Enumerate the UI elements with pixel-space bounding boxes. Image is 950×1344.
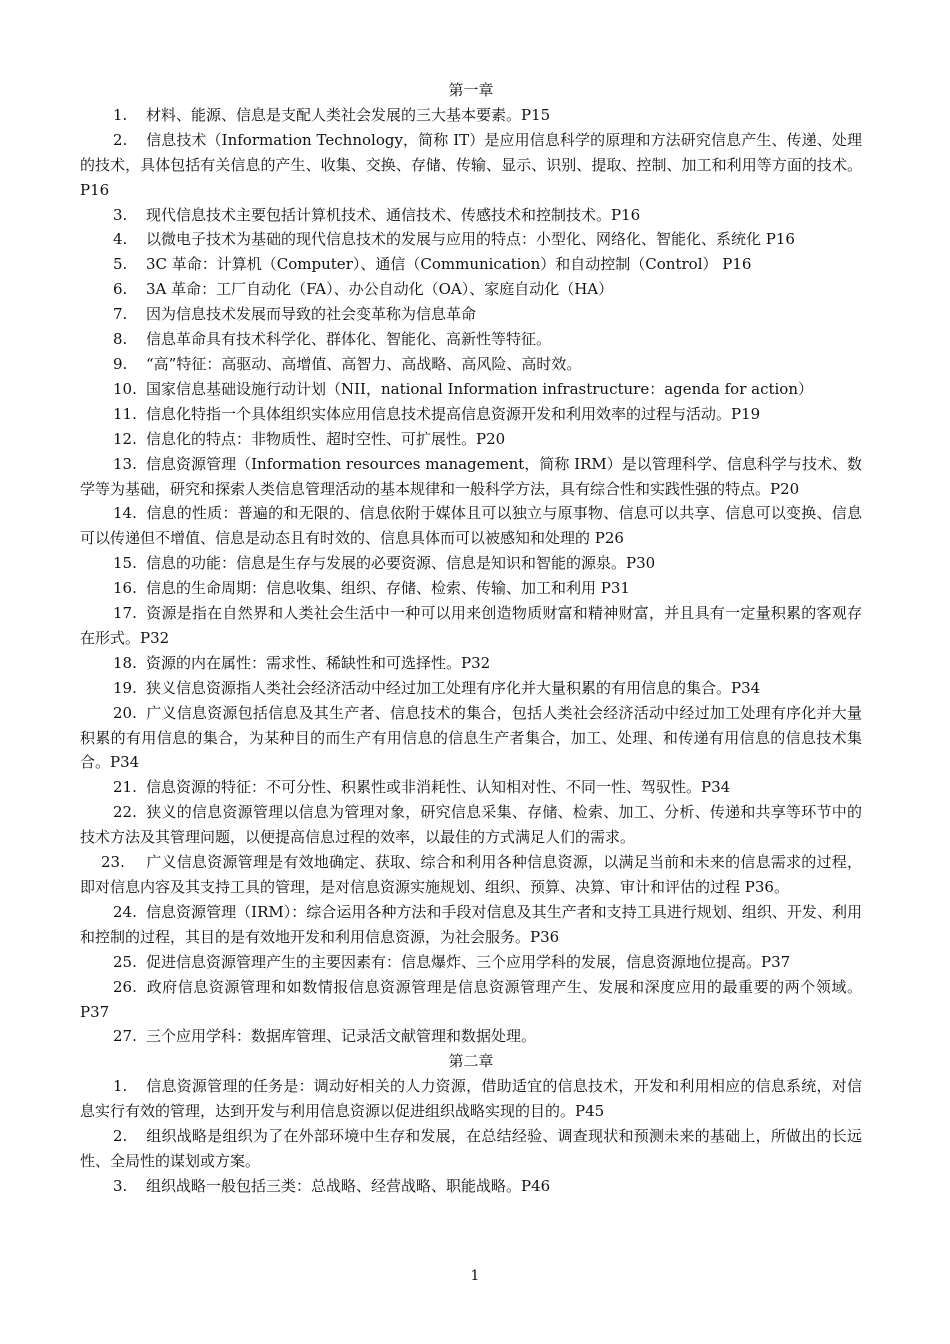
item-number: 21. [113, 778, 137, 797]
item-number: 26. [113, 977, 137, 996]
list-item [80, 327, 862, 352]
item-number: 12. [113, 429, 137, 448]
list-item [80, 103, 862, 128]
item-number: 24. [113, 902, 137, 921]
item-text: 信息化特指一个具体组织实体应用信息技术提高信息资源开发和利用效率的过程与活动。P19 [146, 404, 761, 423]
item-number: 25. [113, 952, 137, 971]
list-item [80, 402, 862, 427]
list-item [80, 551, 862, 576]
item-text: 信息资源管理的任务是：调动好相关的人力资源，借助适宜的信息技术，开发和利用相应的信息系统，对信息实行有效的管理，达到开发与利用信息资源以促进组织战略实现的目的。P45 [80, 1077, 862, 1121]
list-item [80, 352, 862, 377]
item-text: 信息的功能：信息是生存与发展的必要资源、信息是知识和智能的源泉。P30 [146, 554, 656, 573]
list-item [80, 900, 862, 950]
item-number: 18. [113, 653, 137, 672]
item-text: 信息革命具有技术科学化、群体化、智能化、高新性等特征。 [146, 330, 552, 349]
item-number: 3. [113, 1176, 128, 1195]
list-item [80, 651, 862, 676]
item-number: 16. [113, 579, 137, 598]
list-item [80, 128, 862, 203]
list-item [80, 252, 862, 277]
list-item [80, 576, 862, 601]
chapter-two-items [80, 1074, 862, 1199]
item-text: 组织战略一般包括三类：总战略、经营战略、职能战略。P46 [146, 1176, 551, 1195]
list-item [80, 800, 862, 850]
item-text: 材料、能源、信息是支配人类社会发展的三大基本要素。P15 [146, 105, 551, 124]
item-number: 22. [113, 803, 137, 822]
chapter-title: 第二章 [448, 1052, 494, 1071]
item-text: 因为信息技术发展而导致的社会变革称为信息革命 [146, 305, 477, 324]
item-number: 23. [101, 853, 125, 872]
item-text: 三个应用学科：数据库管理、记录活文献管理和数据处理。 [146, 1027, 537, 1046]
item-text: 信息资源的特征：不可分性、积累性或非消耗性、认知相对性、不同一性、驾驭性。P34 [146, 778, 731, 797]
item-number: 17. [113, 604, 137, 623]
item-number: 6. [113, 280, 128, 299]
list-item [80, 701, 862, 776]
item-text: 信息资源管理（IRM）：综合运用各种方法和手段对信息及其生产者和支持工具进行规划、组织、开发、利用和控制的过程，其目的是有效地开发和利用信息资源，为社会服务。P36 [80, 902, 862, 946]
item-number: 5. [113, 255, 128, 274]
list-item [80, 1174, 862, 1199]
item-number: 2. [113, 130, 128, 149]
item-number: 9. [113, 354, 128, 373]
list-item [80, 452, 862, 502]
item-number: 2. [113, 1127, 128, 1146]
list-item [80, 277, 862, 302]
item-text: 国家信息基础设施行动计划（NII，national Information infrastructure：agenda for action） [146, 379, 813, 398]
item-number: 20. [113, 703, 137, 722]
item-number: 19. [113, 678, 137, 697]
item-text: 狭义的信息资源管理以信息为管理对象，研究信息采集、存储、检索、加工、分析、传递和共享等环节中的技术方法及其管理问题，以便提高信息过程的效率，以最佳的方式满足人们的需求。 [80, 803, 862, 847]
item-text: 政府信息资源管理和如数情报信息资源管理是信息资源管理产生、发展和深度应用的最重要的两个领域。P37 [80, 977, 862, 1021]
list-item [80, 676, 862, 701]
list-item [80, 1124, 862, 1174]
item-text: “高”特征：高驱动、高增值、高智力、高战略、高风险、高时效。 [146, 354, 582, 373]
list-item [80, 1074, 862, 1124]
item-text: 资源的内在属性：需求性、稀缺性和可选择性。P32 [146, 653, 491, 672]
chapter-title: 第一章 [448, 81, 494, 99]
list-item [80, 501, 862, 551]
item-text: 以微电子技术为基础的现代信息技术的发展与应用的特点：小型化、网络化、智能化、系统化 P16 [146, 230, 795, 249]
item-text: 信息的性质：普遍的和无限的、信息依附于媒体且可以独立与原事物、信息可以共享、信息可以变换、信息可以传递但不增值、信息是动态且有时效的、信息具体而可以被感知和处理的 P26 [80, 504, 862, 548]
item-text: 信息化的特点：非物质性、超时空性、可扩展性。P20 [146, 429, 506, 448]
chapter-one-items [80, 103, 862, 1049]
item-text: 信息技术（Information Technology，简称 IT）是应用信息科学的原理和方法研究信息产生、传递、处理的技术，具体包括有关信息的产生、收集、交换、存储、传输、显示、识别、提取、控制、加工和利用等方面的技术。P16 [80, 130, 862, 199]
item-text: 组织战略是组织为了在外部环境中生存和发展，在总结经验、调查现状和预测未来的基础上，所做出的长远性、全局性的谋划或方案。 [80, 1127, 862, 1170]
item-number: 27. [113, 1027, 137, 1046]
item-text: 广义信息资源管理是有效地确定、获取、综合和利用各种信息资源，以满足当前和未来的信息需求的过程，即对信息内容及其支持工具的管理，是对信息资源实施规划、组织、预算、决算、审计和评估的过程 P36。 [80, 853, 862, 896]
list-item [80, 975, 862, 1025]
item-number: 1. [113, 105, 128, 124]
item-number: 7. [113, 305, 128, 324]
list-item [80, 850, 862, 900]
item-number: 15. [113, 554, 137, 573]
item-number: 3. [113, 205, 128, 224]
item-text: 资源是指在自然界和人类社会生活中一种可以用来创造物质财富和精神财富，并且具有一定量积累的客观存在形式。P32 [80, 604, 862, 647]
item-text: 现代信息技术主要包括计算机技术、通信技术、传感技术和控制技术。P16 [146, 205, 641, 224]
item-number: 11. [113, 404, 137, 423]
list-item [80, 950, 862, 975]
item-number: 14. [113, 504, 137, 523]
list-item [80, 203, 862, 228]
list-item [80, 427, 862, 452]
list-item [80, 302, 862, 327]
item-text: 信息资源管理（Information resources management，简称 IRM）是以管理科学、信息科学与技术、数学等为基础，研究和探索人类信息管理活动的基本规律和一般科学方法，具有综合性和实践性强的特点。P20 [80, 454, 862, 498]
item-text: 3C 革命：计算机（Computer）、通信（Communication）和自动控制（Control） P16 [146, 255, 752, 274]
item-text: 广义信息资源包括信息及其生产者、信息技术的集合，包括人类社会经济活动中经过加工处理有序化并大量积累的有用信息的集合，为某种目的而生产有用信息的信息生产者集合，加工、处理、和传递有用信息的信息技术集合。P34 [80, 703, 862, 772]
item-number: 13. [113, 454, 137, 473]
item-number: 10. [113, 379, 137, 398]
item-number: 1. [113, 1077, 128, 1096]
list-item [80, 601, 862, 651]
list-item [80, 1024, 862, 1049]
list-item [80, 775, 862, 800]
item-number: 8. [113, 330, 128, 349]
document-body [80, 78, 862, 1199]
item-text: 信息的生命周期：信息收集、组织、存储、检索、传输、加工和利用 P31 [146, 579, 630, 598]
page-number: 1 [470, 1268, 480, 1284]
item-text: 促进信息资源管理产生的主要因素有：信息爆炸、三个应用学科的发展，信息资源地位提高。P37 [146, 952, 791, 971]
list-item [80, 377, 862, 402]
item-text: 狭义信息资源指人类社会经济活动中经过加工处理有序化并大量积累的有用信息的集合。P34 [146, 678, 761, 697]
item-text: 3A 革命：工厂自动化（FA）、办公自动化（OA）、家庭自动化（HA） [146, 280, 614, 299]
list-item [80, 227, 862, 252]
item-number: 4. [113, 230, 128, 249]
